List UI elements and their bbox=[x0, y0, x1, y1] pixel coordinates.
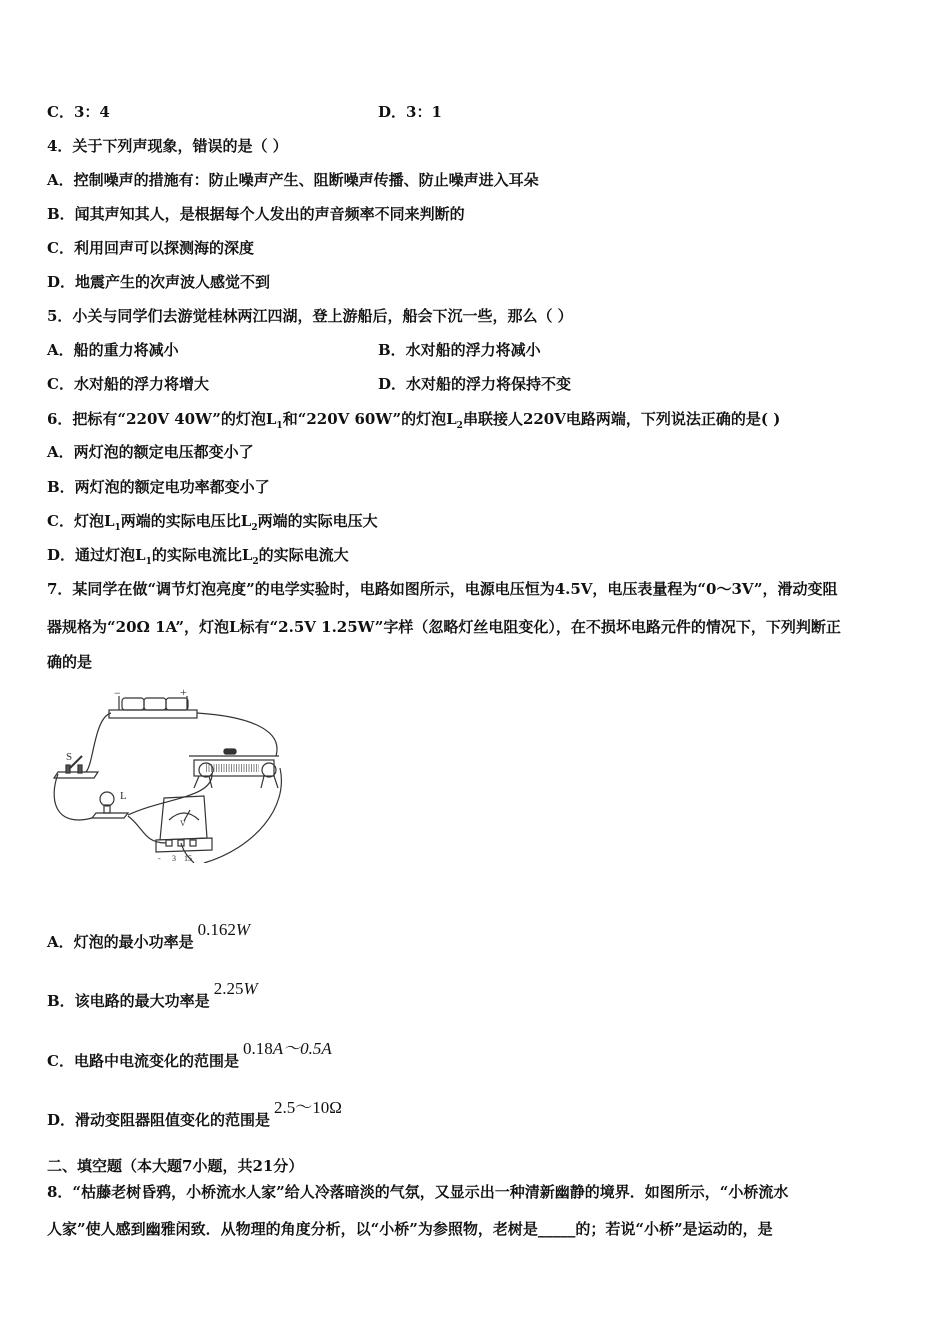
rheostat bbox=[189, 749, 279, 788]
subscript: 1 bbox=[114, 523, 121, 533]
text: 和“220V 60W”的灯泡L bbox=[282, 410, 457, 428]
q6-option-b: B．两灯泡的额定电功率都变小了 bbox=[47, 478, 270, 496]
math-value bbox=[214, 979, 258, 998]
text: D．通过灯泡L bbox=[47, 546, 146, 564]
q6-option-c bbox=[47, 511, 378, 538]
lamp-label: L bbox=[120, 790, 127, 802]
q8-line1: 8．“枯藤老树昏鸦，小桥流水人家”给人冷落暗淡的气氛，又显示出一种清新幽静的境界．如图所示，“小桥流水 bbox=[47, 1183, 789, 1201]
text: C．灯泡L bbox=[47, 512, 115, 530]
unit: W bbox=[235, 920, 251, 939]
number: 0.18 bbox=[242, 1039, 273, 1058]
meter-label: V bbox=[180, 819, 186, 828]
q4-option-c: C．利用回声可以探测海的深度 bbox=[47, 239, 254, 257]
text: B．该电路的最大功率是 bbox=[47, 992, 210, 1010]
q5-stem: 5．小关与同学们去游觉桂林两江四湖，登上游船后，船会下沉一些，那么（ ） bbox=[47, 307, 573, 325]
q7-option-b bbox=[47, 979, 258, 1011]
unit: A～0.5A bbox=[272, 1039, 332, 1058]
q5-option-c: C．水对船的浮力将增大 bbox=[47, 375, 209, 393]
terminal-3-label: 3 bbox=[172, 854, 176, 863]
q4-option-a: A．控制噪声的措施有：防止噪声产生、阻断噪声传播、防止噪声进入耳朵 bbox=[47, 171, 539, 189]
number: 2.5～10Ω bbox=[274, 1098, 342, 1117]
text: 的实际电流大 bbox=[258, 546, 349, 564]
q4-option-b: B．闻其声知其人，是根据每个人发出的声音频率不同来判断的 bbox=[47, 205, 465, 223]
text: 两端的实际电压比L bbox=[120, 512, 252, 530]
text: 两端的实际电压大 bbox=[257, 512, 378, 530]
number: 0.162 bbox=[197, 920, 236, 939]
minus-label: − bbox=[114, 688, 121, 700]
battery-pack bbox=[109, 688, 197, 718]
q3-option-c: C．3：4 bbox=[47, 103, 110, 121]
q7-option-a bbox=[47, 920, 251, 952]
math-value bbox=[274, 1098, 342, 1117]
section-heading: 二、填空题（本大题7小题，共21分） bbox=[47, 1157, 304, 1175]
q6-option-d bbox=[47, 545, 349, 572]
math-value bbox=[198, 920, 250, 939]
text: 的实际电流比L bbox=[151, 546, 253, 564]
q7-stem-line1: 7．某同学在做“调节灯泡亮度”的电学实验时，电路如图所示，电源电压恒为4.5V，电压表量程为“0～3V”，滑动变阻 bbox=[47, 580, 838, 598]
text: D．滑动变阻器阻值变化的范围是 bbox=[47, 1111, 271, 1129]
subscript: 2 bbox=[251, 523, 258, 533]
unit: W bbox=[243, 979, 258, 998]
q7-option-c bbox=[47, 1039, 332, 1071]
q5-option-b: B．水对船的浮力将减小 bbox=[378, 341, 541, 359]
subscript: 2 bbox=[456, 421, 463, 431]
subscript: 2 bbox=[252, 557, 259, 567]
q3-option-d: D．3：1 bbox=[378, 103, 442, 121]
subscript: 1 bbox=[276, 421, 283, 431]
q7-stem-line3: 确的是 bbox=[47, 653, 93, 671]
terminal-15-label: 15 bbox=[184, 854, 192, 863]
text: 串联接人220V电路两端，下列说法正确的是( ) bbox=[462, 410, 781, 428]
q7-stem-line2: 器规格为“20Ω 1A”，灯泡L标有“2.5V 1.25W”字样（忽略灯丝电阻变化），在不损坏电路元件的情况下，下列判断正 bbox=[47, 618, 841, 636]
text: A．灯泡的最小功率是 bbox=[47, 933, 194, 951]
q7-option-d bbox=[47, 1098, 342, 1130]
q8-line2: 人家”使人感到幽雅闲致．从物理的角度分析，以“小桥”为参照物，老树是_____的；若说“小桥”是运动的，是 bbox=[47, 1220, 773, 1238]
q6-stem bbox=[47, 409, 780, 436]
plus-label: + bbox=[180, 688, 187, 699]
text: 6．把标有“220V 40W”的灯泡L bbox=[47, 410, 277, 428]
lamp bbox=[92, 790, 128, 818]
q5-option-a: A．船的重力将减小 bbox=[47, 341, 179, 359]
voltmeter bbox=[156, 796, 212, 863]
q5-option-d: D．水对船的浮力将保持不变 bbox=[378, 375, 572, 393]
number: 2.25 bbox=[213, 979, 244, 998]
q4-option-d: D．地震产生的次声波人感觉不到 bbox=[47, 273, 271, 291]
text: C．电路中电流变化的范围是 bbox=[47, 1052, 239, 1070]
math-value bbox=[243, 1039, 332, 1058]
q4-stem: 4．关于下列声现象，错误的是（ ） bbox=[47, 137, 288, 155]
switch-label: S bbox=[66, 751, 73, 763]
subscript: 1 bbox=[145, 557, 152, 567]
q6-option-a: A．两灯泡的额定电压都变小了 bbox=[47, 443, 254, 461]
terminal-minus-label: - bbox=[158, 854, 161, 863]
circuit-diagram bbox=[44, 688, 304, 863]
